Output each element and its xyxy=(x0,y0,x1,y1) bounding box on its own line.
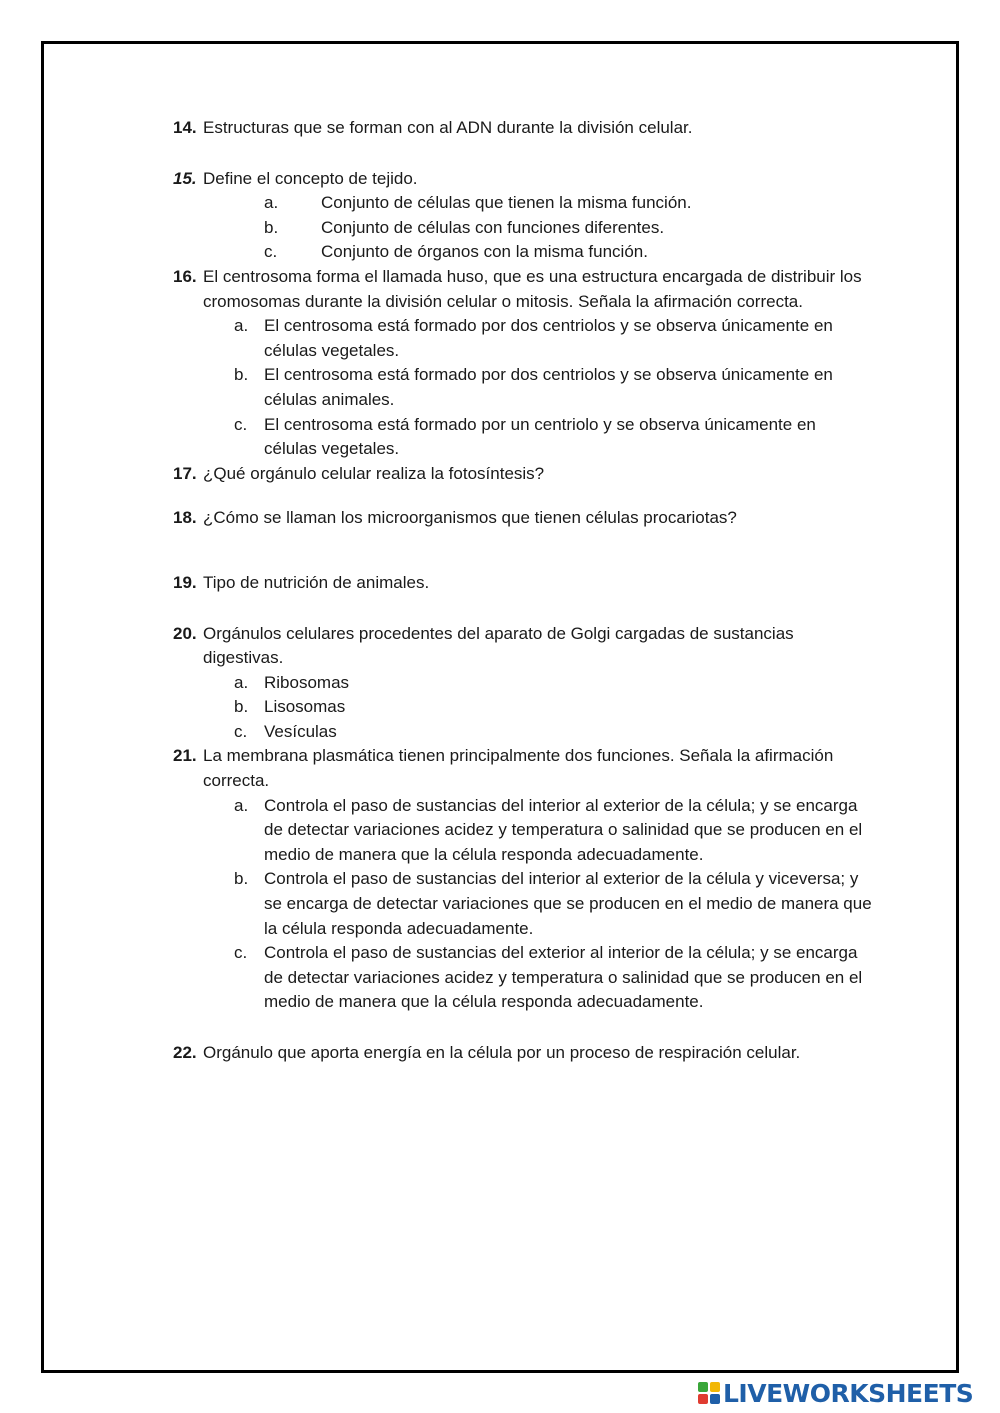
option-letter: c. xyxy=(234,943,248,963)
option-c[interactable] xyxy=(173,720,873,745)
option-a[interactable] xyxy=(173,314,873,363)
question-text: ¿Qué orgánulo celular realiza la fotosíntesis? xyxy=(203,463,545,483)
question-text: Define el concepto de tejido. xyxy=(203,168,418,188)
option-a[interactable] xyxy=(173,794,873,868)
options-list xyxy=(173,314,873,462)
option-b[interactable] xyxy=(173,363,873,412)
question-number: 21. xyxy=(173,746,197,766)
option-letter: a. xyxy=(264,193,279,213)
question-19 xyxy=(173,571,873,596)
option-text: Controla el paso de sustancias del interior al exterior de la célula; y se encarga de detectar variaciones acidez y temperatura o salinidad que se producen en el medio de manera que la célula responda adecuadamente. xyxy=(264,795,863,864)
option-c[interactable] xyxy=(173,413,873,462)
option-letter: a. xyxy=(234,795,249,815)
option-letter: b. xyxy=(234,869,249,889)
question-16 xyxy=(173,265,873,314)
options-list xyxy=(173,191,873,265)
option-c[interactable] xyxy=(173,240,873,265)
logo-text: LIVEWORKSHEETS xyxy=(723,1378,974,1408)
question-number: 16. xyxy=(173,266,197,286)
option-text: Vesículas xyxy=(264,721,337,741)
question-17 xyxy=(173,462,873,487)
option-letter: b. xyxy=(234,365,249,385)
logo-mark-icon xyxy=(698,1382,720,1404)
question-number: 18. xyxy=(173,508,197,528)
options-list xyxy=(173,671,873,745)
question-22 xyxy=(173,1041,873,1066)
question-text: Orgánulo que aporta energía en la célula por un proceso de respiración celular. xyxy=(203,1043,801,1062)
option-c[interactable] xyxy=(173,941,873,1015)
option-letter: a. xyxy=(234,316,249,336)
question-text: ¿Cómo se llaman los microorganismos que tienen células procariotas? xyxy=(203,508,737,528)
option-text: El centrosoma está formado por dos centriolos y se observa únicamente en células animales. xyxy=(264,365,833,409)
option-text: Conjunto de células que tienen la misma función. xyxy=(321,193,692,213)
option-text: Ribosomas xyxy=(264,672,350,692)
liveworksheets-logo xyxy=(698,1378,973,1408)
option-text: Conjunto de órganos con la misma función. xyxy=(321,242,648,262)
option-letter: c. xyxy=(264,242,278,262)
question-number: 17. xyxy=(173,463,197,483)
question-21 xyxy=(173,744,873,793)
option-b[interactable] xyxy=(173,216,873,241)
option-letter: b. xyxy=(264,217,279,237)
question-number: 22. xyxy=(173,1043,197,1062)
option-letter: b. xyxy=(234,697,249,717)
option-letter: c. xyxy=(234,414,248,434)
question-text: Estructuras que se forman con al ADN durante la división celular. xyxy=(203,118,693,137)
option-text: Controla el paso de sustancias del interior al exterior de la célula y viceversa; y se encarga de detectar variaciones que se producen en el medio de manera que la célula responda adecuadamente. xyxy=(264,869,872,938)
option-letter: a. xyxy=(234,672,249,692)
option-b[interactable] xyxy=(173,695,873,720)
option-text: El centrosoma está formado por un centriolo y se observa únicamente en células vegetales. xyxy=(264,414,816,459)
question-number: 20. xyxy=(173,623,197,643)
option-a[interactable] xyxy=(173,671,873,696)
question-number: 15. xyxy=(173,168,197,188)
option-a[interactable] xyxy=(173,191,873,216)
question-number: 14. xyxy=(173,118,197,137)
question-number: 19. xyxy=(173,572,197,592)
option-text: Lisosomas xyxy=(264,697,346,717)
option-text: Controla el paso de sustancias del exterior al interior de la célula; y se encarga de detectar variaciones acidez y temperatura o salinidad que se producen en el medio de manera que la célula responda adecuadamente. xyxy=(264,943,863,1012)
question-text: El centrosoma forma el llamada huso, que es una estructura encargada de distribuir los cromosomas durante la división celular o mitosis. Señala la afirmación correcta. xyxy=(203,266,862,311)
option-letter: c. xyxy=(234,721,248,741)
option-b[interactable] xyxy=(173,867,873,941)
question-text: La membrana plasmática tienen principalmente dos funciones. Señala la afirmación correcta. xyxy=(203,746,834,791)
question-text: Tipo de nutrición de animales. xyxy=(203,572,430,592)
option-text: El centrosoma está formado por dos centriolos y se observa únicamente en células vegetales. xyxy=(264,316,833,360)
worksheet-content xyxy=(173,116,873,1066)
question-14 xyxy=(173,116,873,141)
question-15 xyxy=(173,167,873,192)
options-list xyxy=(173,794,873,1015)
question-20 xyxy=(173,622,873,671)
option-text: Conjunto de células con funciones diferentes. xyxy=(321,217,665,237)
question-text: Orgánulos celulares procedentes del aparato de Golgi cargadas de sustancias digestivas. xyxy=(203,623,794,668)
question-18 xyxy=(173,506,873,531)
